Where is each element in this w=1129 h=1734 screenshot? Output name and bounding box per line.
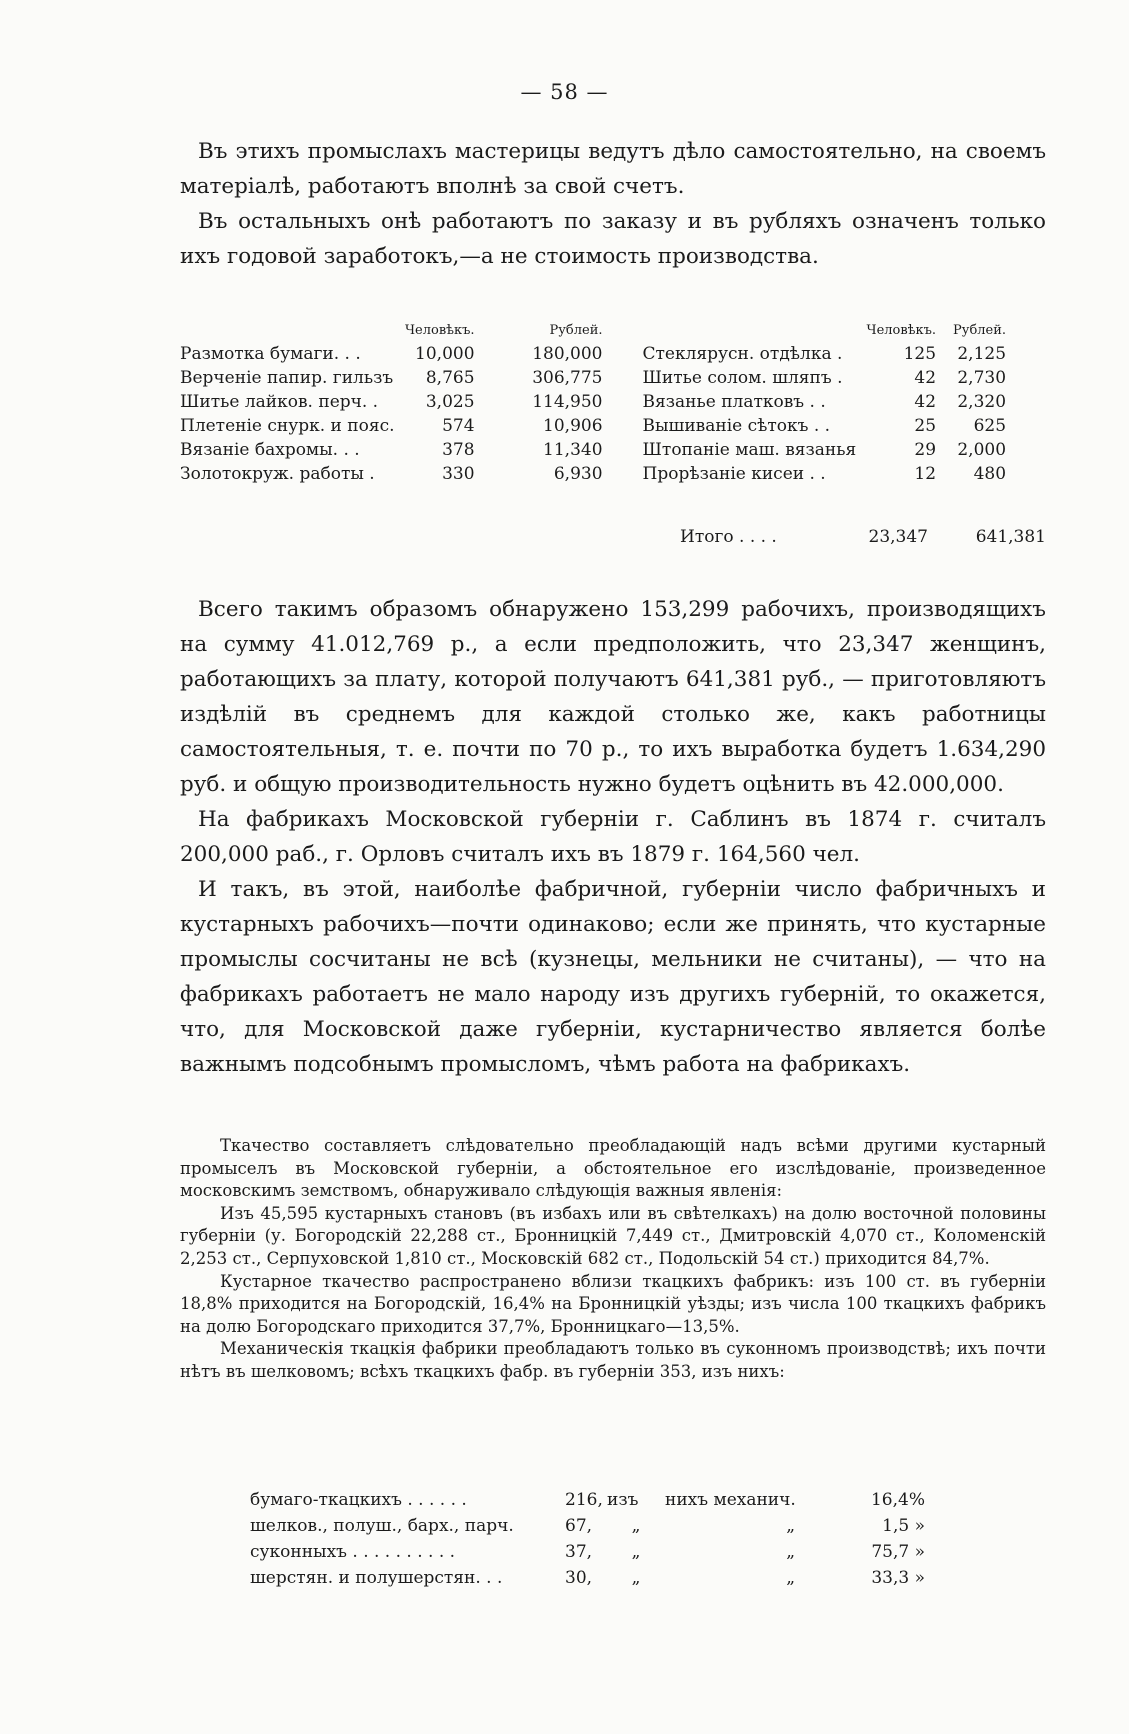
table-row <box>180 366 1006 390</box>
craft-people: 125 <box>903 344 937 364</box>
table-row <box>250 1487 925 1513</box>
factory-type: шерстян. и полушерстян. . . <box>250 1568 503 1588</box>
craft-rubles: 2,125 <box>957 344 1007 364</box>
craft-people: 3,025 <box>425 392 475 412</box>
main-paragraph-3: И такъ, въ этой, наиболѣе фабричной, губернiи число фабричныхъ и кустарныхъ рабочихъ—почти одинаково; если же принять, что кустарные промыслы сосчитаны не всѣ (кузнецы, мельники не считаны), — что на фабрикахъ работаетъ не мало народу изъ другихъ губернiй, то окажется, что, для Московской даже губернiи, кустарничество является болѣе важнымъ подсобнымъ промысломъ, чѣмъ работа на фабрикахъ. <box>180 877 1046 1077</box>
factory-mechanical: нихъ механич. <box>665 1490 796 1510</box>
factory-ditto: „ <box>786 1516 795 1536</box>
craft-name: Вышиванiе сѣтокъ . . <box>642 416 831 436</box>
craft-people: 574 <box>442 416 475 436</box>
craft-people: 10,000 <box>415 344 475 364</box>
main-text <box>180 592 1046 1082</box>
craft-name: Плетенiе снурк. и пояс. <box>180 416 395 436</box>
header-people-right: Человѣкъ. <box>866 322 937 338</box>
craft-name: Золотокруж. работы . <box>180 464 375 484</box>
factory-ditto: „ <box>786 1568 795 1588</box>
craft-rubles: 180,000 <box>532 344 603 364</box>
craft-name: Штопанiе маш. вязанья <box>642 440 857 460</box>
main-paragraph-2: На фабрикахъ Московской губернiи г. Саблинъ въ 1874 г. считалъ 200,000 раб., г. Орловъ считалъ ихъ въ 1879 г. 164,560 чел. <box>180 807 1046 867</box>
factory-count: 67, <box>565 1516 593 1536</box>
craft-people: 25 <box>914 416 937 436</box>
craft-name: Размотка бумаги. . . <box>180 344 361 364</box>
craft-people: 8,765 <box>425 368 475 388</box>
header-rubles-left: Рублей. <box>549 322 603 338</box>
main-paragraph-1: Всего такимъ образомъ обнаружено 153,299 рабочихъ, производящихъ на сумму 41.012,769 р., а если предположить, что 23,347 женщинъ, работающихъ за плату, которой получаютъ 641,381 руб., — приготовляютъ издѣлiй въ среднемъ для каждой столько же, какъ работницы самостоятельныя, т. е. почти по 70 р., то ихъ выработка будетъ 1.634,290 руб. и общую производительность нужно будетъ оцѣнить въ 42.000,000. <box>180 597 1046 797</box>
intro-text <box>180 134 1046 274</box>
factory-percent: 1,5 » <box>882 1516 925 1536</box>
craft-name: Вязанiе бахромы. . . <box>180 440 360 460</box>
crafts-table <box>180 318 1006 486</box>
craft-rubles: 2,320 <box>957 392 1007 412</box>
craft-people: 378 <box>442 440 475 460</box>
table-row <box>180 462 1006 486</box>
craft-people: 12 <box>914 464 937 484</box>
craft-name: Шитье лайков. перч. . <box>180 392 379 412</box>
craft-people: 330 <box>442 464 475 484</box>
header-people-left: Человѣкъ. <box>405 322 475 338</box>
factory-percent: 16,4% <box>870 1490 925 1510</box>
craft-name: Вязанье платковъ . . <box>642 392 826 412</box>
table-row <box>180 390 1006 414</box>
craft-rubles: 625 <box>973 416 1007 436</box>
factory-ditto: „ <box>631 1542 641 1562</box>
craft-name: Шитье солом. шляпъ . <box>642 368 843 388</box>
table-header <box>180 318 1006 342</box>
factory-percent: 75,7 » <box>871 1542 925 1562</box>
table-row <box>180 342 1006 366</box>
craft-rubles: 306,775 <box>532 368 603 388</box>
table-row <box>180 438 1006 462</box>
factory-ditto: изъ <box>607 1490 639 1510</box>
table-row <box>250 1539 925 1565</box>
intro-paragraph-1: Въ этихъ промыслахъ мастерицы ведутъ дѣло самостоятельно, на своемъ матерiалѣ, работаютъ вполнѣ за свой счетъ. <box>180 139 1046 199</box>
craft-rubles: 2,730 <box>957 368 1007 388</box>
page-number: — 58 — <box>520 80 609 104</box>
craft-rubles: 11,340 <box>543 440 603 460</box>
craft-people: 42 <box>914 392 937 412</box>
intro-paragraph-2: Въ остальныхъ онѣ работаютъ по заказу и въ рубляхъ означенъ только ихъ годовой заработокъ,—а не стоимость производства. <box>180 209 1046 269</box>
factory-count: 216, <box>565 1490 603 1510</box>
total-rubles: 641,381 <box>975 527 1046 547</box>
table-row <box>180 414 1006 438</box>
craft-rubles: 480 <box>973 464 1007 484</box>
factory-count: 30, <box>565 1568 593 1588</box>
craft-people: 42 <box>914 368 937 388</box>
header-rubles-right: Рублей. <box>953 322 1007 338</box>
total-label: Итого . . . . <box>680 527 777 547</box>
table-row <box>250 1513 925 1539</box>
craft-rubles: 10,906 <box>543 416 603 436</box>
note-paragraph-3: Кустарное ткачество распространено вблизи ткацкихъ фабрикъ: изъ 100 ст. въ губернiи 18,8% приходится на Богородскiй, 16,4% на Бронницкiй уѣзды; изъ числа 100 ткацкихъ фабрикъ на долю Богородскаго приходится 37,7%, Бронницкаго—13,5%. <box>180 1271 1046 1336</box>
note-paragraph-1: Ткачество составляетъ слѣдовательно преобладающiй надъ всѣми другими кустарный промыселъ въ Московской губернiи, а обстоятельное его изслѣдованiе, произведенное московскимъ земствомъ, обнаруживало слѣдующiя важныя явленiя: <box>180 1136 1046 1201</box>
table-row <box>250 1565 925 1591</box>
craft-rubles: 2,000 <box>957 440 1007 460</box>
factory-type: бумаго-ткацкихъ . . . . . . <box>250 1490 467 1510</box>
note-paragraph-2: Изъ 45,595 кустарныхъ становъ (въ избахъ или въ свѣтелкахъ) на долю восточной половины губернiи (у. Богородскiй 22,288 ст., Бронницкiй 7,449 ст., Дмитровскiй 4,070 ст., Коломенскiй 2,253 ст., Серпуховской 1,810 ст., Московскiй 682 ст., Подольскiй 54 ст.) приходится 84,7%. <box>180 1203 1046 1268</box>
craft-name: Стеклярусн. отдѣлка . <box>642 344 843 364</box>
factory-ditto: „ <box>786 1542 795 1562</box>
note-paragraph-4: Механическiя ткацкiя фабрики преобладаютъ только въ суконномъ производствѣ; ихъ почти нѣтъ въ шелковомъ; всѣхъ ткацкихъ фабр. въ губернiи 353, изъ нихъ: <box>180 1339 1046 1381</box>
factories-table <box>250 1487 925 1591</box>
craft-rubles: 114,950 <box>532 392 603 412</box>
craft-rubles: 6,930 <box>553 464 603 484</box>
factory-type: суконныхъ . . . . . . . . . . <box>250 1542 456 1562</box>
craft-name: Верченiе папир. гильзъ <box>180 368 394 388</box>
factory-count: 37, <box>565 1542 593 1562</box>
craft-name: Прорѣзанiе кисеи . . <box>642 464 826 484</box>
factory-ditto: „ <box>631 1568 641 1588</box>
note-text <box>180 1135 1046 1384</box>
factory-type: шелков., полуш., барх., парч. <box>250 1516 514 1536</box>
factory-percent: 33,3 » <box>871 1568 925 1588</box>
total-people: 23,347 <box>868 527 928 547</box>
factory-ditto: „ <box>631 1516 641 1536</box>
craft-people: 29 <box>914 440 937 460</box>
